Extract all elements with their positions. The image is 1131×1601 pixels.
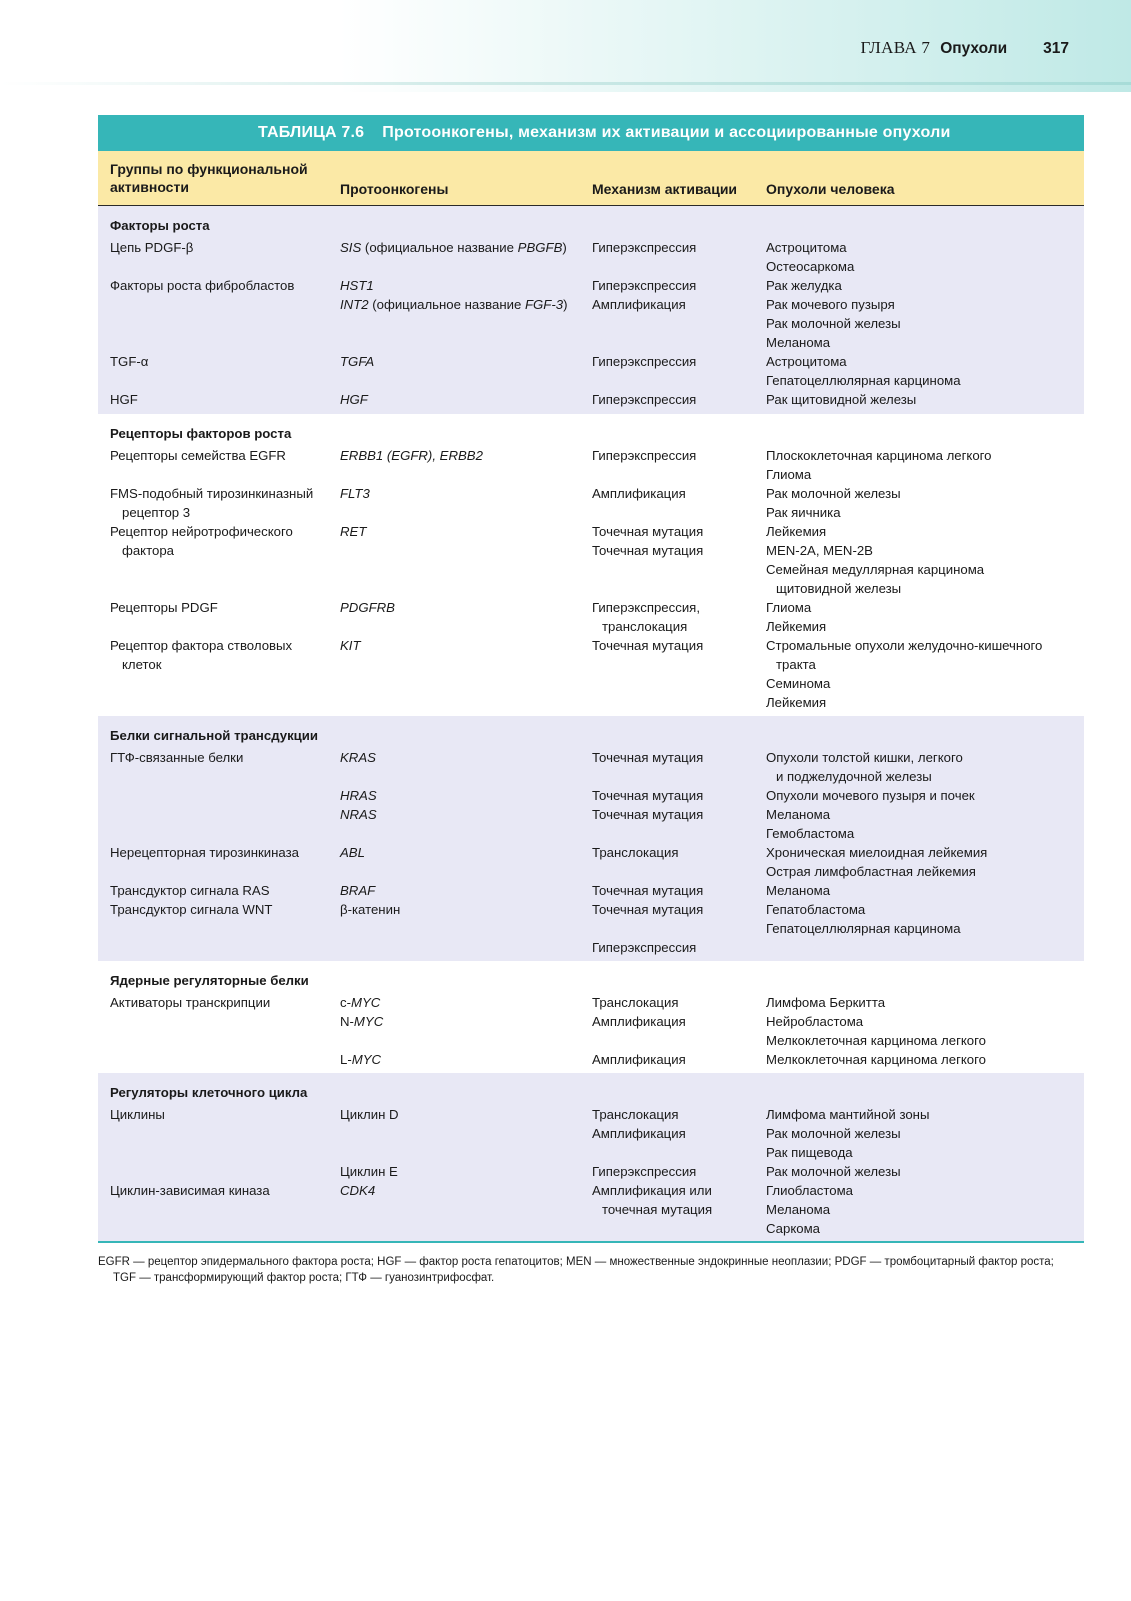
cell-mechanism: Амплификация xyxy=(592,297,686,312)
cell-protooncogene: KRAS xyxy=(340,750,376,765)
cell-group: ГТФ-связанные белки xyxy=(110,750,244,765)
cell-mechanism: Гиперэкспрессия xyxy=(592,240,697,255)
table-footnote xyxy=(98,1254,1084,1286)
section-nuclear-regulatory xyxy=(98,961,1084,1073)
cell-mechanism: Амплификация xyxy=(592,486,686,501)
cell-tumor: Острая лимфобластная лейкемия xyxy=(766,864,976,879)
footnote-line-1: EGFR — рецептор эпидермального фактора роста; HGF — фактор роста гепатоцитов; MEN — множественные эндокринные неоплазии; PDGF — тромбоцитарный фактор роста; xyxy=(98,1256,1054,1268)
section-cell-cycle-regulators xyxy=(98,1073,1084,1241)
page-number: 317 xyxy=(1043,40,1069,57)
cell-tumor: Лейкемия xyxy=(766,619,827,634)
top-band-line xyxy=(0,82,1131,85)
section-growth-factor-receptors xyxy=(98,414,1084,716)
cell-mechanism: Транслокация xyxy=(592,995,679,1010)
cell-tumor: Семинома xyxy=(766,676,831,691)
cell-tumor: Гепатобластома xyxy=(766,902,866,917)
chapter-label: ГЛАВА 7 xyxy=(860,38,931,57)
section-title: Регуляторы клеточного цикла xyxy=(110,1085,308,1100)
cell-mechanism: Точечная мутация xyxy=(592,788,704,803)
cell-group: Рецепторы семейства EGFR xyxy=(110,448,286,463)
cell-mechanism: Гиперэкспрессия xyxy=(592,940,697,955)
cell-tumor: Рак щитовидной железы xyxy=(766,392,917,407)
gene-official-name: FGF-3 xyxy=(524,297,564,312)
cell-group: HGF xyxy=(110,392,138,407)
cell-group-continued: фактора xyxy=(122,543,174,558)
section-title: Рецепторы факторов роста xyxy=(110,426,292,441)
cell-protooncogene: ABL xyxy=(340,845,365,860)
section-title: Белки сигнальной трансдукции xyxy=(110,728,319,743)
table-7-6 xyxy=(98,115,1084,1243)
cell-tumor: Лейкемия xyxy=(766,524,827,539)
cell-tumor-continued: тракта xyxy=(776,657,816,672)
cell-tumor: Лейкемия xyxy=(766,695,827,710)
cell-tumor: Рак молочной железы xyxy=(766,316,901,331)
gene-prefix: L- xyxy=(340,1052,352,1067)
cell-tumor: Мелкоклеточная карцинома легкого xyxy=(766,1052,986,1067)
cell-group: Рецептор фактора стволовых xyxy=(110,638,293,653)
gene-prefix: c- xyxy=(340,995,351,1010)
gene-name: MYC xyxy=(351,1052,382,1067)
cell-tumor: Глиобластома xyxy=(766,1183,854,1198)
cell-tumor: Лимфома Беркитта xyxy=(766,995,886,1010)
cell-tumor: Гемобластома xyxy=(766,826,855,841)
cell-mechanism: Амплификация xyxy=(592,1014,686,1029)
gene-name: INT2 xyxy=(340,297,369,312)
cell-protooncogene xyxy=(340,238,567,257)
cell-protooncogene xyxy=(340,1050,381,1069)
gene-note-end: ) xyxy=(563,297,568,312)
cell-tumor: Глиома xyxy=(766,600,812,615)
cell-mechanism: Амплификация или xyxy=(592,1183,712,1198)
section-title: Факторы роста xyxy=(110,218,210,233)
cell-protooncogene: PDGFRB xyxy=(340,600,395,615)
cell-mechanism: Гиперэкспрессия xyxy=(592,278,697,293)
cell-group-continued: рецептор 3 xyxy=(122,505,191,520)
cell-tumor: Лимфома мантийной зоны xyxy=(766,1107,930,1122)
cell-tumor-continued: щитовидной железы xyxy=(776,581,902,596)
section-growth-factors xyxy=(98,206,1084,414)
cell-tumor: Астроцитома xyxy=(766,240,847,255)
cell-mechanism: Точечная мутация xyxy=(592,524,704,539)
cell-tumor: Хроническая миелоидная лейкемия xyxy=(766,845,988,860)
table-header-row xyxy=(98,151,1084,206)
table-title: Протоонкогены, механизм их активации и ассоциированные опухоли xyxy=(382,124,951,141)
column-header-tumors: Опухоли человека xyxy=(766,181,895,197)
cell-group: TGF-α xyxy=(110,354,149,369)
cell-tumor: Нейробластома xyxy=(766,1014,864,1029)
cell-group: FMS-подобный тирозинкиназный xyxy=(110,486,314,501)
cell-mechanism: Гиперэкспрессия xyxy=(592,448,697,463)
cell-protooncogene: ERBB1 (EGFR), ERBB2 xyxy=(340,448,483,463)
cell-group: Факторы роста фибробластов xyxy=(110,278,295,293)
cell-mechanism: Точечная мутация xyxy=(592,750,704,765)
cell-mechanism: Гиперэкспрессия, xyxy=(592,600,700,615)
cell-tumor: Рак молочной железы xyxy=(766,486,901,501)
gene-name: MYC xyxy=(353,1014,384,1029)
cell-tumor: Глиома xyxy=(766,467,812,482)
cell-group: Трансдуктор сигнала WNT xyxy=(110,902,273,917)
cell-mechanism: Амплификация xyxy=(592,1052,686,1067)
cell-protooncogene: Циклин D xyxy=(340,1107,399,1122)
cell-protooncogene: CDK4 xyxy=(340,1183,376,1198)
cell-tumor: Плоскоклеточная карцинома легкого xyxy=(766,448,992,463)
cell-tumor: Меланома xyxy=(766,1202,831,1217)
cell-tumor: Опухоли мочевого пузыря и почек xyxy=(766,788,975,803)
table-bottom-rule xyxy=(98,1241,1084,1243)
cell-tumor: Астроцитома xyxy=(766,354,847,369)
cell-group: Рецепторы PDGF xyxy=(110,600,218,615)
cell-protooncogene: TGFA xyxy=(340,354,375,369)
cell-group: Циклины xyxy=(110,1107,165,1122)
cell-mechanism: Транслокация xyxy=(592,845,679,860)
cell-protooncogene: BRAF xyxy=(340,883,376,898)
cell-protooncogene: FLT3 xyxy=(340,486,370,501)
column-header-groups-line1: Группы по функциональной xyxy=(110,161,308,177)
column-header-groups-line2: активности xyxy=(110,179,189,195)
cell-tumor: MEN-2A, MEN-2B xyxy=(766,543,873,558)
cell-tumor: Меланома xyxy=(766,807,831,822)
cell-mechanism: Транслокация xyxy=(592,1107,679,1122)
section-title: Ядерные регуляторные белки xyxy=(110,973,309,988)
running-head xyxy=(860,38,1069,58)
gene-note: (официальное название xyxy=(368,297,525,312)
cell-tumor: Гепатоцеллюлярная карцинома xyxy=(766,921,961,936)
cell-tumor-continued: и поджелудочной железы xyxy=(776,769,932,784)
gene-prefix: N- xyxy=(340,1014,354,1029)
cell-tumor: Гепатоцеллюлярная карцинома xyxy=(766,373,961,388)
cell-protooncogene: Циклин E xyxy=(340,1164,398,1179)
gene-note-end: ) xyxy=(562,240,567,255)
cell-tumor: Остеосаркома xyxy=(766,259,855,274)
cell-tumor: Стромальные опухоли желудочно-кишечного xyxy=(766,638,1043,653)
cell-group: Цепь PDGF-β xyxy=(110,240,194,255)
cell-group: Нерецепторная тирозинкиназа xyxy=(110,845,299,860)
cell-mechanism: Гиперэкспрессия xyxy=(592,1164,697,1179)
cell-mechanism-continued: транслокация xyxy=(602,619,688,634)
cell-tumor: Рак молочной железы xyxy=(766,1164,901,1179)
cell-tumor: Меланома xyxy=(766,335,831,350)
gene-name: MYC xyxy=(351,995,381,1010)
cell-tumor: Рак мочевого пузыря xyxy=(766,297,895,312)
column-header-mechanism: Механизм активации xyxy=(592,181,738,197)
cell-group: Трансдуктор сигнала RAS xyxy=(110,883,270,898)
cell-protooncogene: β-катенин xyxy=(340,902,401,917)
cell-tumor: Рак яичника xyxy=(766,505,841,520)
cell-tumor: Семейная медуллярная карцинома xyxy=(766,562,985,577)
cell-protooncogene: HGF xyxy=(340,392,368,407)
cell-group-continued: клеток xyxy=(122,657,162,672)
cell-tumor: Саркома xyxy=(766,1221,820,1236)
cell-protooncogene xyxy=(340,1012,383,1031)
cell-protooncogene xyxy=(340,993,380,1012)
cell-mechanism: Гиперэкспрессия xyxy=(592,392,697,407)
cell-mechanism: Точечная мутация xyxy=(592,807,704,822)
table-number: ТАБЛИЦА 7.6 xyxy=(258,124,365,141)
section-label: Опухоли xyxy=(940,40,1008,57)
cell-tumor: Меланома xyxy=(766,883,831,898)
cell-protooncogene: HRAS xyxy=(340,788,377,803)
cell-tumor: Рак желудка xyxy=(766,278,842,293)
cell-tumor: Рак молочной железы xyxy=(766,1126,901,1141)
cell-protooncogene xyxy=(340,295,568,314)
cell-tumor: Опухоли толстой кишки, легкого xyxy=(766,750,963,765)
cell-mechanism: Точечная мутация xyxy=(592,902,704,917)
cell-mechanism: Амплификация xyxy=(592,1126,686,1141)
gene-official-name: PBGFB xyxy=(517,240,563,255)
cell-mechanism: Точечная мутация xyxy=(592,638,704,653)
column-header-groups xyxy=(110,160,330,196)
section-signal-transduction xyxy=(98,716,1084,961)
cell-protooncogene: HST1 xyxy=(340,278,374,293)
column-header-protooncogenes: Протоонкогены xyxy=(340,181,449,197)
cell-protooncogene: RET xyxy=(340,524,367,539)
cell-group: Циклин-зависимая киназа xyxy=(110,1183,270,1198)
cell-protooncogene: NRAS xyxy=(340,807,377,822)
cell-group: Рецептор нейротрофического xyxy=(110,524,293,539)
cell-tumor: Рак пищевода xyxy=(766,1145,853,1160)
cell-protooncogene: KIT xyxy=(340,638,361,653)
cell-mechanism: Точечная мутация xyxy=(592,543,704,558)
footnote-line-2: TGF — трансформирующий фактор роста; ГТФ — гуанозинтрифосфат. xyxy=(113,1272,495,1284)
cell-group: Активаторы транскрипции xyxy=(110,995,271,1010)
cell-tumor: Мелкоклеточная карцинома легкого xyxy=(766,1033,986,1048)
cell-mechanism-continued: точечная мутация xyxy=(602,1202,713,1217)
gene-note: (официальное название xyxy=(361,240,518,255)
cell-mechanism: Точечная мутация xyxy=(592,883,704,898)
cell-mechanism: Гиперэкспрессия xyxy=(592,354,697,369)
gene-name: SIS xyxy=(340,240,362,255)
table-title-bar xyxy=(98,115,1084,151)
